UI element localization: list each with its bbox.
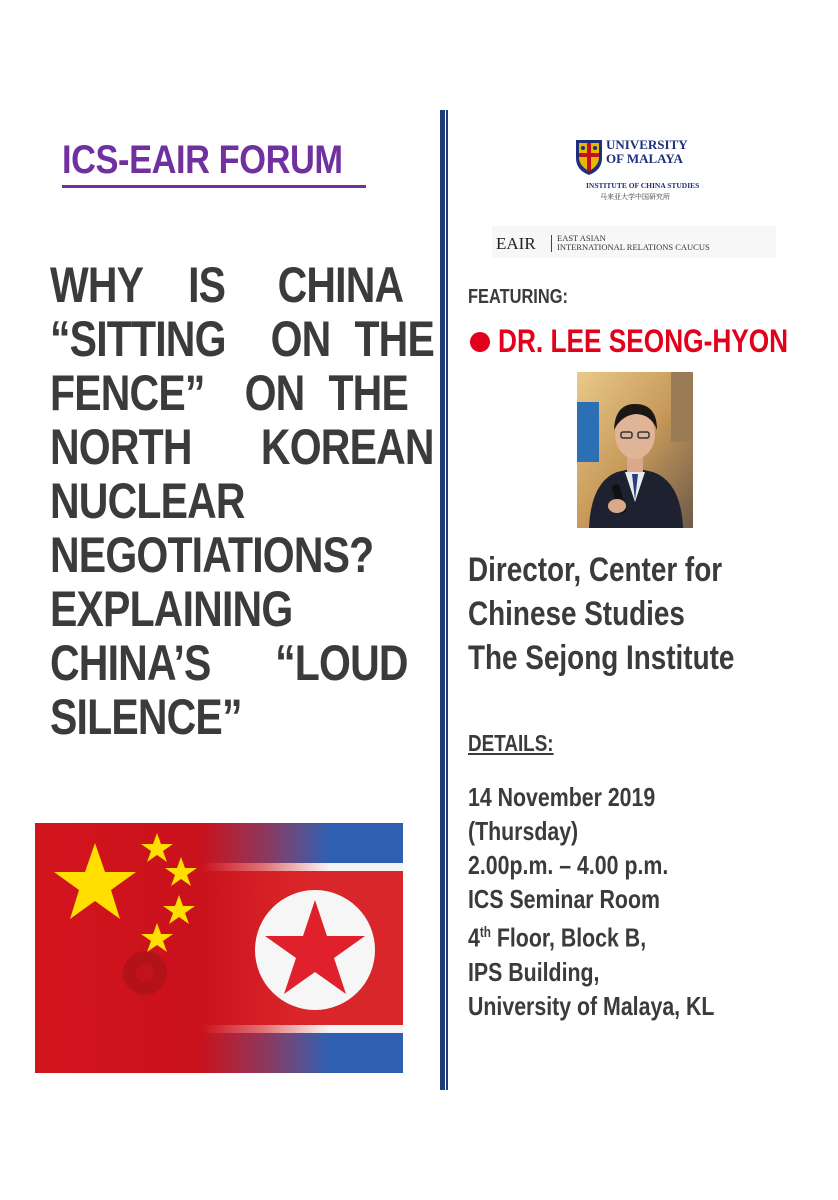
event-date: 14 November 2019	[468, 782, 656, 812]
bullet-dot-icon	[470, 332, 490, 352]
speaker-photo	[577, 372, 693, 528]
affiliation-line1: Director, Center for	[468, 551, 723, 589]
event-floor	[468, 916, 714, 955]
um-chinese-name: 马来亚大学中国研究所	[600, 193, 670, 201]
headline-word: NORTH	[50, 419, 192, 475]
headline-word: NEGOTIATIONS?	[50, 527, 374, 583]
forum-title-underline	[62, 185, 366, 188]
featuring-label: FEATURING:	[468, 286, 568, 308]
floor-number: 4	[468, 922, 480, 953]
headline-word: “SITTING	[50, 311, 226, 367]
eair-logo-main: EAIR	[496, 234, 536, 253]
headline-word: THE	[328, 365, 409, 421]
headline-word: SILENCE”	[50, 689, 242, 745]
headline-line	[50, 365, 409, 421]
flag-graphic	[35, 823, 403, 1073]
speaker-name: DR. LEE SEONG-HYON	[498, 323, 789, 359]
headline-line	[50, 311, 435, 367]
event-building: IPS Building,	[468, 956, 600, 987]
headline-line	[50, 474, 403, 528]
eair-logo-bar	[551, 235, 552, 252]
forum-title: ICS-EAIR FORUM	[62, 138, 343, 182]
column-divider	[440, 110, 445, 1090]
eair-logo	[492, 226, 776, 258]
headline-word: CHINA	[277, 257, 403, 313]
headline-word: FENCE”	[50, 365, 205, 421]
headline-word: WHY	[50, 257, 144, 313]
eair-sub-line2: INTERNATIONAL RELATIONS CAUCUS	[557, 242, 710, 252]
floor-rest: Floor, Block B,	[490, 922, 647, 953]
headline-line	[50, 635, 408, 691]
speaker-photo-graphic	[577, 372, 693, 528]
um-name-line1: UNIVERSITY	[606, 137, 688, 152]
headline-word: KOREAN	[260, 419, 434, 475]
um-crest-icon	[574, 138, 604, 176]
headline-line	[50, 258, 403, 312]
headline-word: ON	[245, 365, 305, 421]
event-time: 2.00p.m. – 4.00 p.m.	[468, 850, 669, 880]
china-north-korea-flag-image	[35, 823, 403, 1073]
headline-word: “LOUD	[274, 635, 408, 691]
event-campus: University of Malaya, KL	[468, 990, 715, 1021]
event-day: (Thursday)	[468, 816, 579, 846]
university-of-malaya-logo	[572, 138, 722, 206]
event-headline	[50, 257, 435, 745]
headline-line	[50, 419, 434, 475]
headline-line	[50, 582, 403, 636]
headline-line	[50, 690, 403, 744]
eair-sub-line1: EAST ASIAN	[557, 233, 606, 243]
affiliation-line2: Chinese Studies	[468, 595, 685, 633]
um-name-line2: OF MALAYA	[606, 151, 683, 166]
headline-word: IS	[188, 257, 226, 313]
headline-word: ON	[270, 311, 331, 367]
headline-word: CHINA’S	[50, 635, 211, 691]
column-divider-thin	[446, 110, 448, 1090]
um-institute-name: INSTITUTE OF CHINA STUDIES	[586, 181, 700, 190]
details-label: DETAILS:	[468, 730, 554, 756]
floor-ordinal: th	[479, 925, 491, 941]
headline-word: NUCLEAR	[50, 473, 245, 529]
headline-word: EXPLAINING	[50, 581, 293, 637]
affiliation-line3: The Sejong Institute	[468, 639, 735, 677]
event-details	[468, 780, 714, 1023]
eair-logo-sub	[557, 234, 710, 252]
headline-line	[50, 528, 403, 582]
event-room: ICS Seminar Room	[468, 884, 660, 914]
headline-word: THE	[354, 311, 435, 367]
speaker-affiliation	[468, 548, 734, 680]
